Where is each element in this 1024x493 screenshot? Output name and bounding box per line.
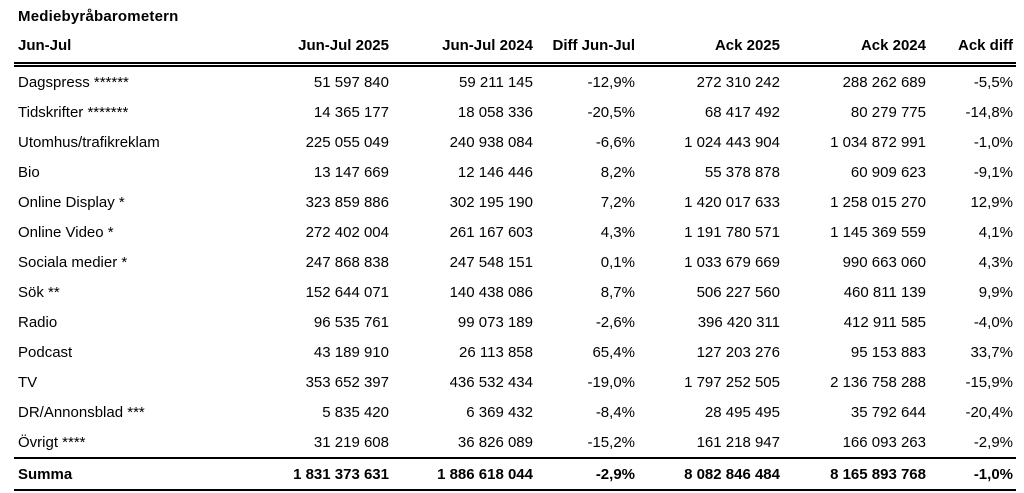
cell-jun-jul-2025: 51 597 840: [313, 73, 389, 91]
cell-jun-jul-2025: 14 365 177: [313, 103, 389, 121]
media-barometer-table: [14, 31, 1016, 491]
cell-diff-jun-jul: 65,4%: [592, 343, 635, 361]
cell-ack-diff: 4,1%: [978, 223, 1013, 241]
cell-ack-2024: 60 909 623: [850, 163, 926, 181]
cell-ack-2025: 272 310 242: [696, 73, 780, 91]
row-label: Radio: [18, 313, 58, 331]
cell-ack-diff: -9,1%: [973, 163, 1013, 181]
cell-ack-diff: -1,0%: [973, 133, 1013, 151]
cell-ack-2024: 412 911 585: [843, 313, 926, 331]
column-header-ack-2024: Ack 2024: [780, 31, 926, 65]
table-row: [14, 427, 1016, 458]
table-row: [14, 367, 1016, 397]
cell-ack-2024: 1 258 015 270: [830, 193, 926, 211]
header-row: [14, 31, 1016, 65]
cell-ack-2024: 990 663 060: [842, 253, 926, 271]
cell-jun-jul-2025: 43 189 910: [313, 343, 389, 361]
row-label: Bio: [18, 163, 40, 181]
cell-ack-diff: -15,9%: [965, 373, 1013, 391]
table-row: [14, 247, 1016, 277]
table-row: [14, 277, 1016, 307]
cell-jun-jul-2025: 225 055 049: [305, 133, 389, 151]
cell-diff-jun-jul: -19,0%: [587, 373, 635, 391]
cell-ack-2024: 1 145 369 559: [830, 223, 926, 241]
cell-ack-2024: 80 279 775: [850, 103, 926, 121]
cell-jun-jul-2025: 247 868 838: [305, 253, 389, 271]
table-row: [14, 127, 1016, 157]
cell-jun-jul-2025: 323 859 886: [305, 193, 389, 211]
row-label: TV: [18, 373, 38, 391]
row-label: Podcast: [18, 343, 73, 361]
cell-jun-jul-2024: 18 058 336: [457, 103, 533, 121]
cell-diff-jun-jul: -8,4%: [595, 403, 635, 421]
table-row: [14, 337, 1016, 367]
cell-diff-jun-jul: 8,2%: [600, 163, 635, 181]
cell-diff-jun-jul: 4,3%: [600, 223, 635, 241]
table-header: [14, 31, 1016, 65]
cell-diff-jun-jul: -12,9%: [587, 73, 635, 91]
total-ack-2024: 8 165 893 768: [780, 458, 926, 490]
cell-jun-jul-2024: 247 548 151: [449, 253, 533, 271]
total-label: Summa: [14, 458, 259, 490]
cell-ack-2024: 1 034 872 991: [830, 133, 926, 151]
cell-jun-jul-2024: 12 146 446: [457, 163, 533, 181]
table-row: [14, 97, 1016, 127]
cell-jun-jul-2024: 59 211 145: [459, 73, 533, 91]
table-footer: [14, 458, 1016, 490]
table-row: [14, 217, 1016, 247]
cell-jun-jul-2024: 36 826 089: [389, 427, 533, 458]
cell-jun-jul-2025: 31 219 608: [259, 427, 389, 458]
total-ack-diff: -1,0%: [926, 458, 1016, 490]
cell-ack-2025: 1 033 679 669: [684, 253, 780, 271]
table-row: [14, 307, 1016, 337]
cell-jun-jul-2025: 272 402 004: [305, 223, 389, 241]
cell-ack-2025: 1 797 252 505: [684, 373, 780, 391]
cell-jun-jul-2024: 99 073 189: [457, 313, 533, 331]
table-row: [14, 397, 1016, 427]
cell-jun-jul-2025: 13 147 669: [313, 163, 389, 181]
cell-jun-jul-2025: 152 644 071: [305, 283, 389, 301]
cell-jun-jul-2025: 96 535 761: [313, 313, 389, 331]
cell-ack-2025: 506 227 560: [696, 283, 780, 301]
cell-ack-diff: 12,9%: [970, 193, 1013, 211]
cell-ack-2025: 28 495 495: [704, 403, 780, 421]
cell-jun-jul-2024: 436 532 434: [449, 373, 533, 391]
row-label: Tidskrifter *******: [18, 103, 129, 121]
cell-jun-jul-2024: 302 195 190: [449, 193, 533, 211]
total-diff-jun-jul: -2,9%: [533, 458, 635, 490]
cell-ack-2025: 127 203 276: [696, 343, 780, 361]
cell-ack-diff: 4,3%: [978, 253, 1013, 271]
cell-diff-jun-jul: -20,5%: [587, 103, 635, 121]
row-label: DR/Annonsblad ***: [18, 403, 145, 421]
row-label: Dagspress ******: [18, 73, 129, 91]
column-header-jun-jul-2025: Jun-Jul 2025: [259, 31, 389, 65]
cell-ack-2024: 460 811 139: [843, 283, 926, 301]
cell-diff-jun-jul: -6,6%: [595, 133, 635, 151]
cell-diff-jun-jul: -15,2%: [533, 427, 635, 458]
cell-ack-2024: 35 792 644: [850, 403, 926, 421]
table-row: [14, 65, 1016, 98]
cell-diff-jun-jul: 7,2%: [600, 193, 635, 211]
row-label: Online Video *: [18, 223, 114, 241]
cell-ack-diff: -5,5%: [973, 73, 1013, 91]
cell-jun-jul-2024: 140 438 086: [449, 283, 533, 301]
table-body: [14, 65, 1016, 459]
cell-jun-jul-2024: 261 167 603: [449, 223, 533, 241]
total-ack-2025: 8 082 846 484: [635, 458, 780, 490]
page-title: Mediebyråbarometern: [18, 8, 179, 25]
cell-diff-jun-jul: 0,1%: [600, 253, 635, 271]
row-label: Övrigt ****: [14, 427, 259, 458]
cell-jun-jul-2025: 353 652 397: [305, 373, 389, 391]
cell-ack-diff: -20,4%: [965, 403, 1013, 421]
column-header-jun-jul-2024: Jun-Jul 2024: [389, 31, 533, 65]
cell-ack-2025: 396 420 311: [697, 313, 780, 331]
row-label: Utomhus/trafikreklam: [18, 133, 160, 151]
cell-ack-2024: 2 136 758 288: [830, 373, 926, 391]
table-row: [14, 157, 1016, 187]
cell-ack-2025: 161 218 947: [635, 427, 780, 458]
cell-ack-diff: 9,9%: [978, 283, 1013, 301]
cell-diff-jun-jul: -2,6%: [595, 313, 635, 331]
cell-ack-2024: 166 093 263: [780, 427, 926, 458]
table-row: [14, 187, 1016, 217]
cell-ack-2024: 95 153 883: [850, 343, 926, 361]
cell-jun-jul-2024: 240 938 084: [449, 133, 533, 151]
row-label: Online Display *: [18, 193, 125, 211]
cell-ack-diff: -4,0%: [973, 313, 1013, 331]
cell-ack-2024: 288 262 689: [842, 73, 926, 91]
cell-ack-2025: 1 024 443 904: [684, 133, 780, 151]
cell-ack-diff: -14,8%: [965, 103, 1013, 121]
total-jun-jul-2025: 1 831 373 631: [259, 458, 389, 490]
column-header-ack-2025: Ack 2025: [635, 31, 780, 65]
cell-jun-jul-2025: 5 835 420: [322, 403, 389, 421]
column-header-ack-diff: Ack diff: [926, 31, 1016, 65]
cell-ack-diff: 33,7%: [970, 343, 1013, 361]
total-jun-jul-2024: 1 886 618 044: [389, 458, 533, 490]
cell-jun-jul-2024: 26 113 858: [459, 343, 533, 361]
cell-ack-2025: 68 417 492: [704, 103, 780, 121]
cell-ack-2025: 1 420 017 633: [684, 193, 780, 211]
cell-ack-2025: 55 378 878: [704, 163, 780, 181]
column-header-period: Jun-Jul: [14, 31, 259, 65]
row-label: Sociala medier *: [18, 253, 128, 271]
cell-ack-diff: -2,9%: [926, 427, 1016, 458]
cell-ack-2025: 1 191 780 571: [684, 223, 780, 241]
column-header-diff-jun-jul: Diff Jun-Jul: [533, 31, 635, 65]
total-row: [14, 458, 1016, 490]
cell-diff-jun-jul: 8,7%: [600, 283, 635, 301]
row-label: Sök **: [18, 283, 60, 301]
cell-jun-jul-2024: 6 369 432: [466, 403, 533, 421]
